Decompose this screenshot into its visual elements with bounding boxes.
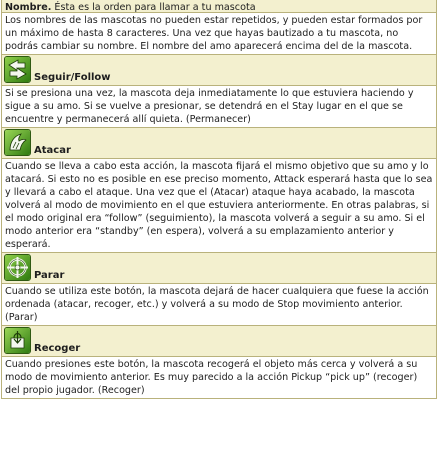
stop-icon[interactable] bbox=[4, 254, 31, 281]
attack-icon[interactable] bbox=[4, 129, 31, 156]
pickup-icon[interactable] bbox=[4, 327, 31, 354]
name-title-rest: Ésta es la orden para llamar a tu mascota bbox=[51, 2, 256, 13]
stop-section-header bbox=[1, 252, 437, 284]
pickup-section-body bbox=[1, 356, 437, 399]
name-title-bold: Nombre. bbox=[5, 2, 52, 13]
stop-description: Cuando se utiliza este botón, la mascota dejará de hacer cualquiera que fuese la acción ordenada (atacar, recoger, etc.) y volverá a su modo de Stop movimiento anterior. (Parar) bbox=[5, 286, 429, 323]
follow-description: Si se presiona una vez, la mascota deja inmediatamente lo que estuviera haciendo y sigue a su amo. Si se vuelve a presionar, se detendrá en el Stay lugar en el que se encuentre y permanecerá allí quieta. (Permanecer) bbox=[5, 88, 414, 125]
attack-section-header bbox=[1, 127, 437, 159]
pickup-description: Cuando presiones este botón, la mascota recogerá el objeto más cerca y volverá a su modo de movimiento anterior. Es muy parecido a la acción Pickup “pick up” (recoger) del propio jugador. (Recoger) bbox=[5, 359, 418, 396]
stop-label: Parar bbox=[34, 270, 65, 281]
attack-label: Atacar bbox=[34, 145, 71, 156]
pickup-section-header bbox=[1, 325, 437, 357]
follow-section-body bbox=[1, 85, 437, 128]
stop-section-body bbox=[1, 283, 437, 326]
attack-description: Cuando se lleva a cabo esta acción, la mascota fijará el mismo objetivo que su amo y lo atacará. Si esto no es posible en ese preciso momento, Attack esperará hasta que lo sea y llevará a cabo el ataque. Una vez que el (Atacar) ataque haya acabado, la mascota volverá al modo de movimiento en el que estuviera anteriormente. En otras palabras, si el modo original era “follow” (seguimiento), la mascota volverá a seguir a su amo. Si el modo anterior era “standby” (en espera), volverá a su emplazamiento anterior y esperará. bbox=[5, 161, 433, 250]
name-description: Los nombres de las mascotas no pueden estar repetidos, y pueden estar formados por un máximo de hasta 8 caracteres. Una vez que hayas bautizado a tu mascota, no podrás cambiar su nombre. El nombre del amo aparecerá encima del de la mascota. bbox=[5, 15, 423, 52]
pet-commands-table bbox=[1, 0, 437, 399]
follow-icon[interactable] bbox=[4, 56, 31, 83]
pickup-label: Recoger bbox=[34, 343, 81, 354]
attack-section-body bbox=[1, 158, 437, 253]
follow-label: Seguir/Follow bbox=[34, 72, 111, 83]
follow-section-header bbox=[1, 54, 437, 86]
name-section-body bbox=[1, 12, 437, 55]
